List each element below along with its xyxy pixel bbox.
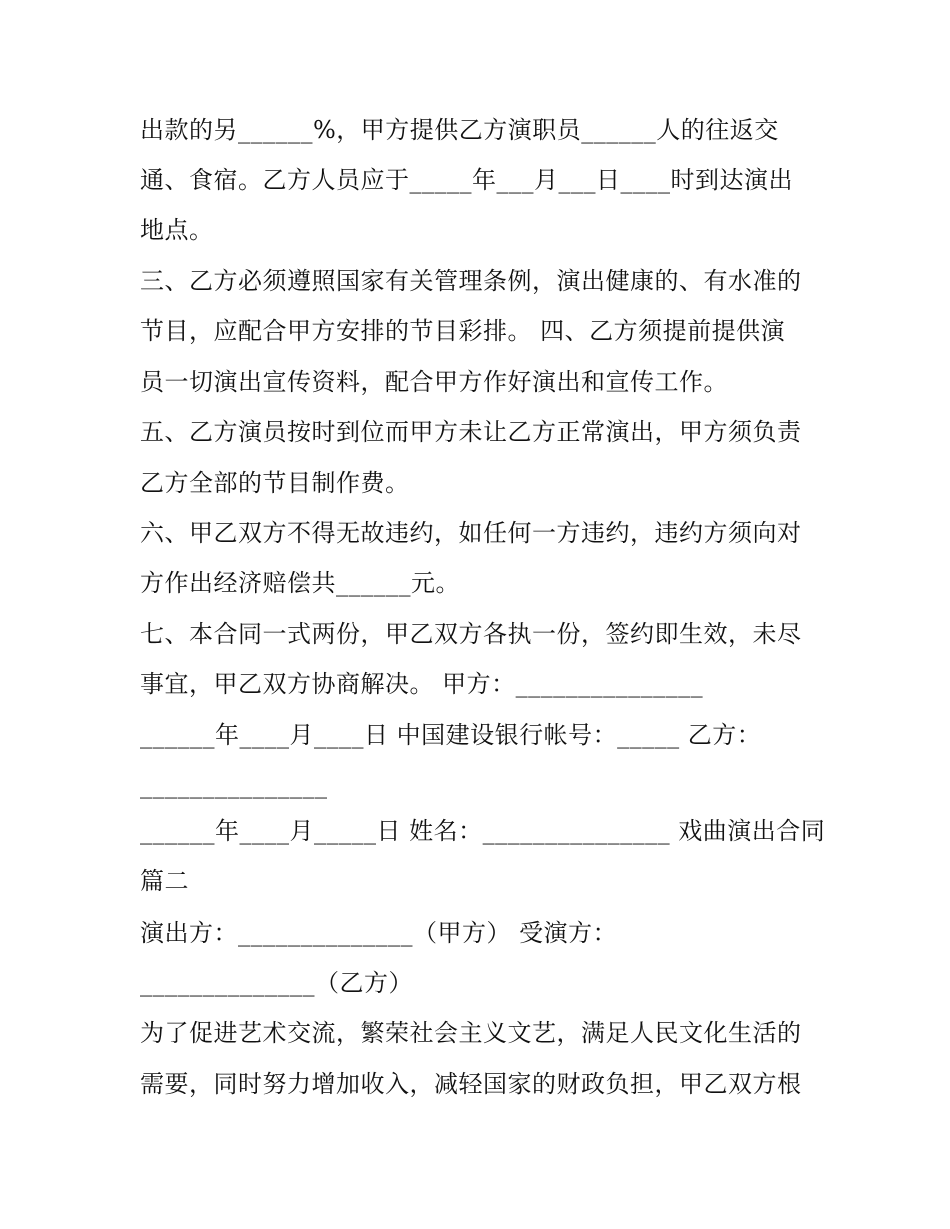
text-line: 出款的另______%，甲方提供乙方演职员______人的往返交 [140,116,779,144]
text-line: 员一切演出宣传资料，配合甲方作好演出和宣传工作。 [140,368,728,396]
text-line: 为了促进艺术交流，繁荣社会主义文艺，满足人民文化生活的 [140,1019,802,1047]
text-line: 篇二 [140,867,189,895]
text-line: ______年____月_____日 姓名：_______________ 戏曲演出合同 [140,817,826,845]
text-line: 七、本合同一式两份，甲乙双方各执一份，签约即生效，未尽 [140,620,802,648]
text-line: 演出方：______________（甲方） 受演方： [140,919,618,947]
text-line: 三、乙方必须遵照国家有关管理条例，演出健康的、有水准的 [140,267,802,295]
text-line: 节目，应配合甲方安排的节目彩排。 四、乙方须提前提供演 [140,317,786,345]
text-line: ______________（乙方） [140,969,413,997]
text-line: 五、乙方演员按时到位而甲方未让乙方正常演出，甲方须负责 [140,418,802,446]
text-line: 通、食宿。乙方人员应于_____年___月___日____时到达演出 [140,166,793,194]
text-line: ______年____月____日 中国建设银行帐号：_____ 乙方： [140,721,762,749]
text-line: 事宜，甲乙双方协商解决。 甲方：_______________ [140,670,704,698]
text-line: _______________ [140,771,328,799]
text-line: 方作出经济赔偿共______元。 [140,569,460,597]
text-line: 地点。 [140,216,214,244]
text-line: 六、甲乙双方不得无故违约，如任何一方违约，违约方须向对 [140,519,802,547]
text-line: 需要，同时努力增加收入，减轻国家的财政负担，甲乙双方根 [140,1070,802,1098]
text-line: 乙方全部的节目制作费。 [140,469,410,497]
